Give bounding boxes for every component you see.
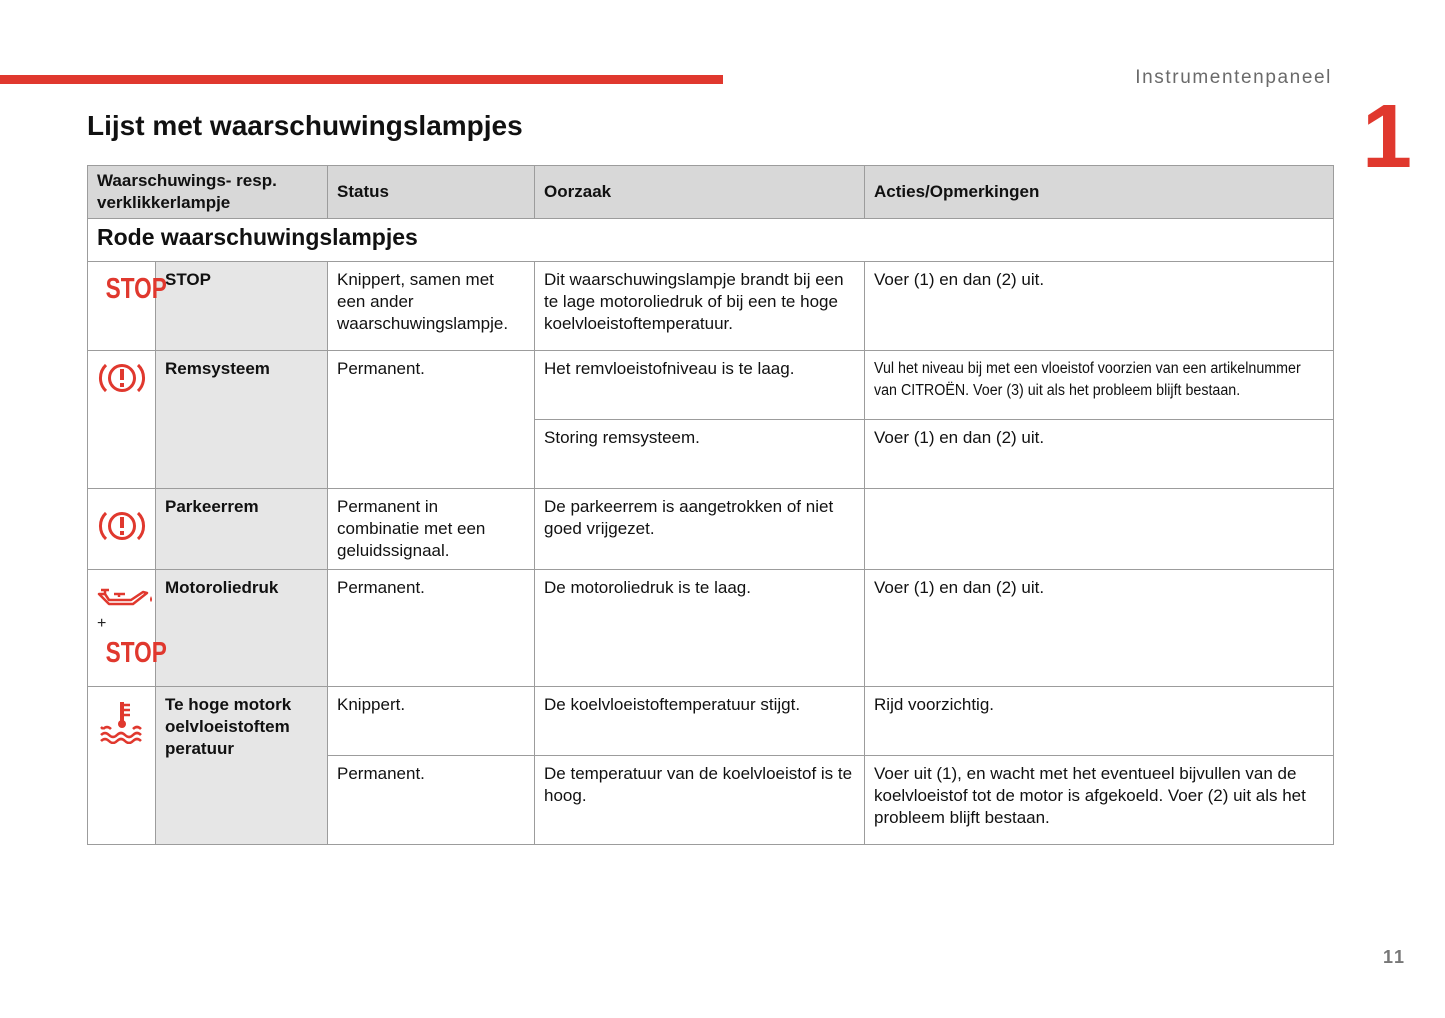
section-title: Rode waarschuwingslampjes (88, 219, 1334, 262)
plus-sign: + (97, 615, 107, 632)
table-header-row (88, 166, 1334, 219)
action-cell: Voer uit (1), en wacht met het eventueel bijvullen van de koelvloeistof tot de motor is afgekoeld. Voer (2) uit als het probleem blijft bestaan. (865, 756, 1334, 845)
brake-warning-icon (97, 358, 147, 398)
action-cell: Voer (1) en dan (2) uit. (865, 262, 1334, 351)
section-label: Instrumentenpaneel (1135, 67, 1332, 88)
cause-cell: Het remvloeistofniveau is te laag. (535, 351, 865, 420)
coolant-temperature-icon (99, 700, 145, 744)
action-cell (865, 351, 1334, 420)
cause-cell: De koelvloeistoftemperatuur stijgt. (535, 687, 865, 756)
action-cell: Voer (1) en dan (2) uit. (865, 420, 1334, 489)
chapter-number: 1 (1362, 87, 1413, 187)
top-accent-bar (0, 75, 723, 84)
table-row (88, 570, 1334, 687)
icon-cell (88, 570, 167, 687)
action-cell: Rijd voorzichtig. (865, 687, 1334, 756)
icon-cell (88, 351, 156, 489)
status-cell: Permanent in combinatie met een geluidssignaal. (328, 489, 535, 570)
column-header-cause: Oorzaak (535, 166, 865, 219)
table-row (88, 351, 1334, 420)
lamp-name: Te hoge motork oelvloeistoftem peratuur (156, 687, 328, 845)
icon-cell (88, 687, 156, 845)
lamp-name: Motoroliedruk (156, 570, 328, 687)
stop-warning-icon: STOP (105, 637, 167, 669)
status-cell: Knippert, samen met een ander waarschuwingslampje. (328, 262, 535, 351)
table-row (88, 687, 1334, 756)
oil-can-icon (97, 583, 155, 607)
icon-cell (88, 489, 156, 570)
cause-cell: Storing remsysteem. (535, 420, 865, 489)
cause-cell: De motoroliedruk is te laag. (535, 570, 865, 687)
status-cell: Permanent. (328, 570, 535, 687)
action-note: Vul het niveau bij met een vloeistof voorzien van een artikelnummer van CITROËN. Voer (3) uit als het probleem blijft bestaan. (874, 360, 1301, 399)
status-cell: Permanent. (328, 351, 535, 489)
icon-cell (88, 262, 167, 351)
section-row (88, 219, 1334, 262)
action-cell (865, 489, 1334, 570)
cause-cell: Dit waarschuwingslampje brandt bij een te lage motoroliedruk of bij een te hoge koelvloeistoftemperatuur. (535, 262, 865, 351)
page-number: 11 (1383, 947, 1407, 967)
lamp-name: Remsysteem (156, 351, 328, 489)
column-header-actions: Acties/Opmerkingen (865, 166, 1334, 219)
stop-warning-icon: STOP (105, 273, 167, 305)
status-cell: Knippert. (328, 687, 535, 756)
cause-cell: De temperatuur van de koelvloeistof is te hoog. (535, 756, 865, 845)
warning-lights-table (87, 165, 1334, 845)
table-row (88, 262, 1334, 351)
lamp-name: STOP (156, 262, 328, 351)
table-row (88, 489, 1334, 570)
action-cell: Voer (1) en dan (2) uit. (865, 570, 1334, 687)
brake-warning-icon (97, 506, 147, 546)
cause-cell: De parkeerrem is aangetrokken of niet goed vrijgezet. (535, 489, 865, 570)
column-header-status: Status (328, 166, 535, 219)
lamp-name: Parkeerrem (156, 489, 328, 570)
status-cell: Permanent. (328, 756, 535, 845)
column-header-lamp: Waarschuwings- resp. verklikkerlampje (88, 166, 328, 219)
page-title: Lijst met waarschuwingslampjes (87, 110, 523, 141)
